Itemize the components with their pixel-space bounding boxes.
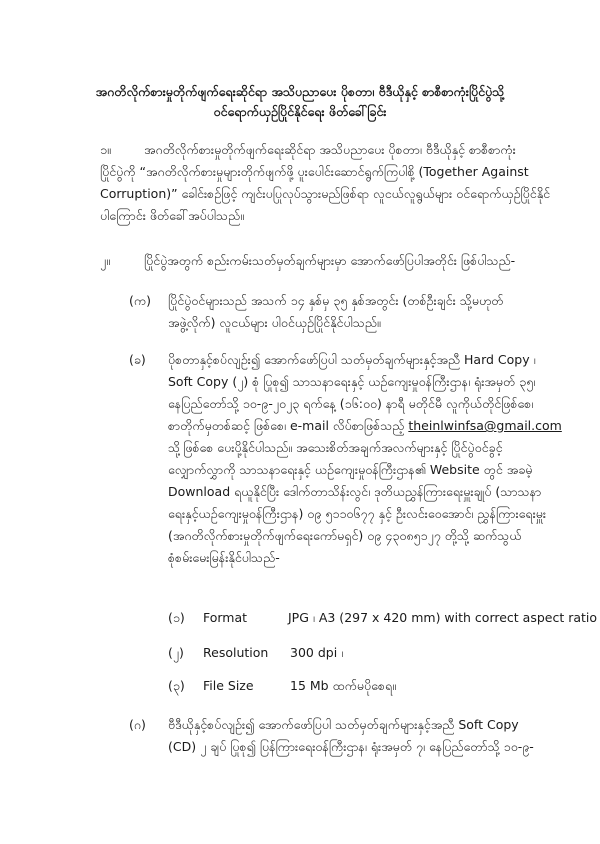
item-kha-line-2: Soft Copy (၂) စုံ ပြုစု၍ သာသနာရေးနှင့် ယဉ်ကျေးမှုဝန်ကြီးဌာန၊ ရုံးအမှတ် ၃၅၊ bbox=[168, 374, 536, 389]
paragraph-2-number: ၂။ bbox=[100, 253, 110, 268]
item-kha-line-4-text: စာတိုက်မှတစ်ဆင့် ဖြစ်စေ၊ e-mail လိပ်စာဖြစ်သည့် bbox=[168, 418, 405, 433]
paragraph-2-line: ပြိုင်ပွဲအတွက် စည်းကမ်းသတ်မှတ်ချက်များမှာ အောက်ဖော်ပြပါအတိုင်း ဖြစ်ပါသည်- bbox=[144, 253, 516, 268]
item-kha-marker: (ခ) bbox=[129, 352, 146, 367]
item-kha-line-4 bbox=[168, 417, 562, 435]
spec-3-value: 15 Mb ထက်မပိုစေရ။ bbox=[290, 678, 396, 693]
item-ga-line-2: (CD) ၂ ချပ် ပြုစု၍ ပြန်ကြားရေးဝန်ကြီးဌာန၊ ရုံးအမှတ် ၇၊ နေပြည်တော်သို့ ၁၀-၉- bbox=[168, 739, 534, 754]
item-kha-line-10: စုံစမ်းမေးမြန်းနိုင်ပါသည်- bbox=[168, 550, 280, 565]
paragraph-1-line-3: Corruption)” ခေါင်းစဉ်ဖြင့် ကျင်းပပြုလုပ်သွားမည်ဖြစ်ရာ လူငယ်လူရွယ်များ ဝင်ရောက်ယှဉ်ပြိုင်နိုင် bbox=[100, 186, 551, 201]
spec-3-index: (၃) bbox=[168, 678, 185, 693]
item-ga-marker: (ဂ) bbox=[129, 717, 146, 732]
item-kha-line-8: ရေးနှင့်ယဉ်ကျေးမှုဝန်ကြီးဌာန) ၀၉ ၅၁၁၀၆၇၇ နှင့် ဦးလင်းဝေအောင်၊ ညွှန်ကြားရေးမှူး bbox=[168, 506, 547, 521]
spec-2-index: (၂) bbox=[168, 645, 184, 660]
item-ka-marker: (က) bbox=[129, 293, 151, 308]
item-kha-line-5: သို့ဖြစ်စေ ပေးပို့နိုင်ပါသည်။ အသေးစိတ်အချက်အလက်များနှင့် ပြိုင်ပွဲဝင်ခွင့် bbox=[168, 440, 503, 455]
item-kha-line-7: Download ရယူနိုင်ပြီး ဒေါက်တာသိန်းလွင်၊ ဒုတိယညွှန်ကြားရေးမှူးချုပ် (သာသနာ bbox=[168, 484, 542, 499]
item-ka-line-2: အဖွဲ့လိုက်) လူငယ်များ ပါဝင်ယှဉ်ပြိုင်နိုင်ပါသည်။ bbox=[168, 315, 381, 330]
document-title-line-1: အဂတိလိုက်စားမှုတိုက်ဖျက်ရေးဆိုင်ရာ အသိပညာပေး ပိုစတာ၊ ဗီဒီယိုနှင့် စာစီစာကုံးပြိုင်ပွဲသို့ bbox=[95, 84, 505, 99]
email-link[interactable]: theinlwinfsa@gmail.com bbox=[408, 418, 562, 433]
paragraph-1-line-1: အဂတိလိုက်စားမှုတိုက်ဖျက်ရေးဆိုင်ရာ အသိပညာပေး ပိုစတာ၊ ဗီဒီယိုနှင့် စာစီစာကုံး bbox=[144, 142, 516, 157]
spec-2-label: Resolution bbox=[203, 645, 269, 660]
item-ka-line-1: ပြိုင်ပွဲဝင်များသည် အသက် ၁၄ နှစ်မှ ၃၅ နှစ်အတွင်း (တစ်ဦးချင်း သို့မဟုတ် bbox=[168, 293, 504, 308]
item-ga-line-1: ဗီဒီယိုနှင့်စပ်လျဉ်း၍ အောက်ဖော်ပြပါ သတ်မှတ်ချက်များနှင့်အညီ Soft Copy bbox=[168, 717, 519, 732]
paragraph-1-number: ၁။ bbox=[100, 142, 111, 157]
item-kha-line-9: (အဂတိလိုက်စားမှုတိုက်ဖျက်ရေးကော်မရှင်) ၀၉ ၄၃၀၈၅၁၂၇ တို့သို့ ဆက်သွယ် bbox=[168, 528, 522, 543]
spec-1-label: Format bbox=[203, 610, 248, 625]
paragraph-1-line-4: ပါကြောင်း ဖိတ်ခေါ်အပ်ပါသည်။ bbox=[100, 208, 245, 223]
item-kha-line-1: ပိုစတာနှင့်စပ်လျဉ်း၍ အောက်ဖော်ပြပါ သတ်မှတ်ချက်များနှင့်အညီ Hard Copy ၊ bbox=[168, 352, 536, 367]
spec-1-value: JPG ၊ A3 (297 x 420 mm) with correct aspect ratio bbox=[288, 610, 598, 625]
spec-1-index: (၁) bbox=[168, 610, 185, 625]
spec-2-value: 300 dpi ၊ bbox=[290, 645, 344, 660]
item-kha-line-6: လျှောက်လွှာကို သာသနာရေးနှင့် ယဉ်ကျေးမှုဝန်ကြီးဌာန၏ Website တွင် အခမဲ့ bbox=[168, 462, 533, 477]
document-title-line-2: ဝင်ရောက်ယှဉ်ပြိုင်နိုင်ရေး ဖိတ်ခေါ်ခြင်း bbox=[213, 104, 387, 119]
paragraph-1-line-2: ပြိုင်ပွဲကို “အဂတိလိုက်စားမှုများတိုက်ဖျက်ဖို့ ပူးပေါင်းဆောင်ရွက်ကြပါစို့ (Together Against bbox=[100, 164, 529, 179]
spec-3-label: File Size bbox=[203, 678, 254, 693]
item-kha-line-3: နေပြည်တော်သို့ ၁၀-၉-၂၀၂၃ ရက်နေ့ (၁၆:၀၀) နာရီ မတိုင်မီ လူကိုယ်တိုင်ဖြစ်စေ၊ bbox=[168, 396, 534, 411]
